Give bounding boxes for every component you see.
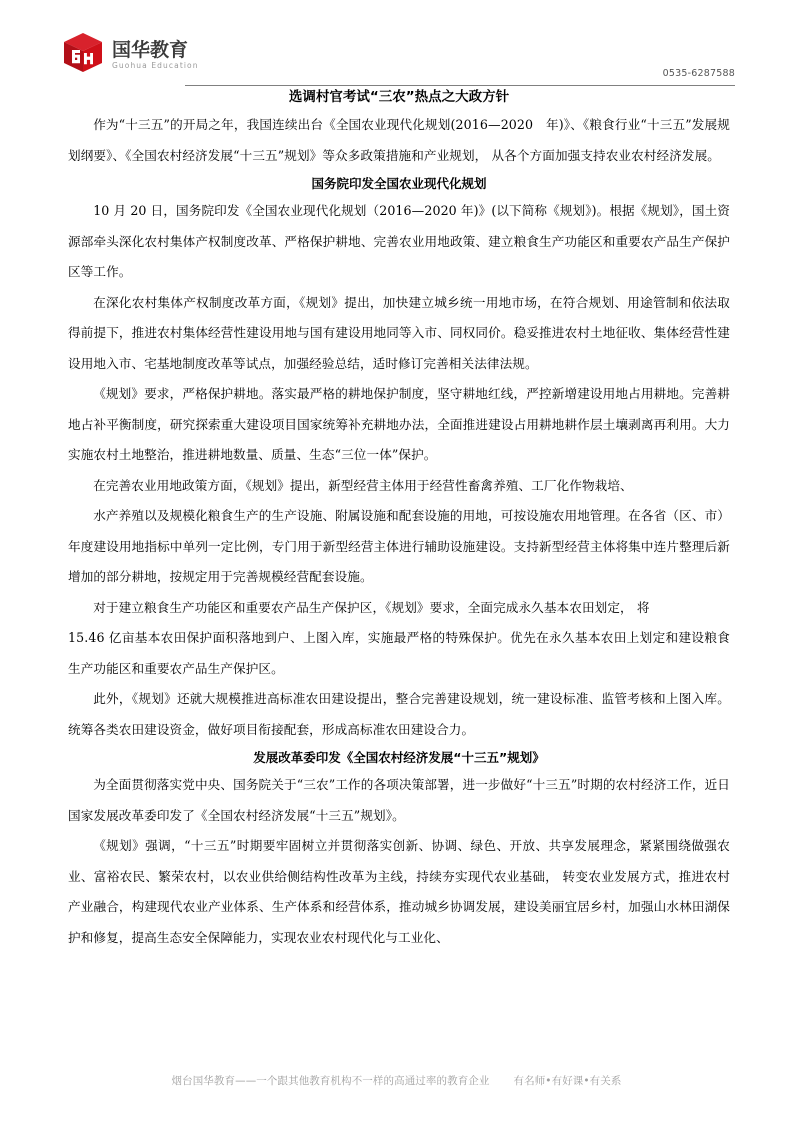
- paragraph: 在完善农业用地政策方面，《规划》提出，新型经营主体用于经营性畜禽养殖、工厂化作物栽培、: [93, 477, 633, 493]
- paragraph: 此外，《规划》还就大规模推进高标准农田建设提出，整合完善建设规划，统一建设标准、监管考核和上图入库。统筹各类农田建设资金，做好项目衔接配套，形成高标准农田建设合力。: [68, 691, 730, 737]
- section-heading-1: 国务院印发全国农业现代化规划: [311, 176, 487, 191]
- footer-slogan-tag: 有名师•有好课•有关系: [513, 1075, 622, 1087]
- page-footer: [0, 1073, 793, 1088]
- brand-name-cn: 国华教育: [112, 38, 189, 61]
- contact-phone: 0535-6287588: [662, 68, 735, 79]
- brand-text: [112, 37, 199, 70]
- document-body: [68, 86, 730, 953]
- section-heading-2: 发展改革委印发《全国农村经济发展“十三五”规划》: [253, 750, 545, 765]
- paragraph: 在深化农村集体产权制度改革方面，《规划》提出，加快建立城乡统一用地市场，在符合规划、用途管制和依法取得前提下，推进农村集体经营性建设用地与国有建设用地同等入市、同权同价。稳妥推进农村土地征收、集体经营性建设用地入市、宅基地制度改革等试点，加强经验总结，适时修订完善相关法律法规。: [68, 294, 730, 371]
- page-title: 选调村官考试“三农”热点之大政方针: [288, 89, 510, 105]
- cube-logo-icon: [60, 30, 106, 76]
- paragraph: 15.46 亿亩基本农田保护面积落地到户、上图入库，实施最严格的特殊保护。优先在永久基本农田上划定和建设粮食生产功能区和重要农产品生产保护区。: [68, 630, 730, 676]
- paragraph: 《规划》要求，严格保护耕地。落实最严格的耕地保护制度，坚守耕地红线，严控新增建设用地占用耕地。完善耕地占补平衡制度，研究探索重大建设项目国家统筹补充耕地办法，全面推进建设占用耕地耕作层土壤剥离再利用。大力实施农村土地整治，推进耕地数量、质量、生态“三位一体”保护。: [68, 386, 730, 462]
- footer-slogan-main: 烟台国华教育——一个跟其他教育机构不一样的高通过率的教育企业: [171, 1075, 490, 1087]
- brand-logo: [60, 30, 199, 76]
- paragraph: 对于建立粮食生产功能区和重要农产品生产保护区，《规划》要求，全面完成永久基本农田划定， 将: [93, 599, 650, 615]
- paragraph: 水产养殖以及规模化粮食生产的生产设施、附属设施和配套设施的用地，可按设施农用地管理。在各省（区、市）年度建设用地指标中单列一定比例，专门用于新型经营主体进行辅助设施建设。支持新型经营主体将集中连片整理后新增加的部分耕地，按规定用于完善规模经营配套设施。: [68, 508, 730, 584]
- brand-name-en: Guohua Education: [112, 60, 199, 70]
- intro-paragraph: 作为“十三五”的开局之年，我国连续出台《全国农业现代化规划(2016—2020 年)》、《粮食行业“十三五”发展规划纲要》、《全国农村经济发展“十三五”规划》等众多政策措施和产业规划， 从各个方面加强支持农业农村经济发展。: [68, 117, 730, 163]
- page-header: [60, 28, 735, 86]
- paragraph: 《规划》强调，“十三五”时期要牢固树立并贯彻落实创新、协调、绿色、开放、共享发展理念，紧紧围绕做强农业、富裕农民、繁荣农村，以农业供给侧结构性改革为主线，持续夯实现代农业基础， 转变农业发展方式，推进农村产业融合，构建现代农业产业体系、生产体系和经营体系，推动城乡协调发展，建设美丽宜居乡村，加强山水林田湖保护和修复，提高生态安全保障能力，实现农业农村现代化与工业化、: [68, 838, 730, 945]
- paragraph: 10 月 20 日，国务院印发《全国农业现代化规划（2016—2020 年)》(以下简称《规划》)。根据《规划》，国土资源部牵头深化农村集体产权制度改革、严格保护耕地、完善农业用地政策、建立粮食生产功能区和重要农产品生产保护区等工作。: [68, 203, 730, 279]
- paragraph: 为全面贯彻落实党中央、国务院关于“三农”工作的各项决策部署，进一步做好“十三五”时期的农村经济工作，近日国家发展改革委印发了《全国农村经济发展“十三五”规划》。: [68, 777, 730, 823]
